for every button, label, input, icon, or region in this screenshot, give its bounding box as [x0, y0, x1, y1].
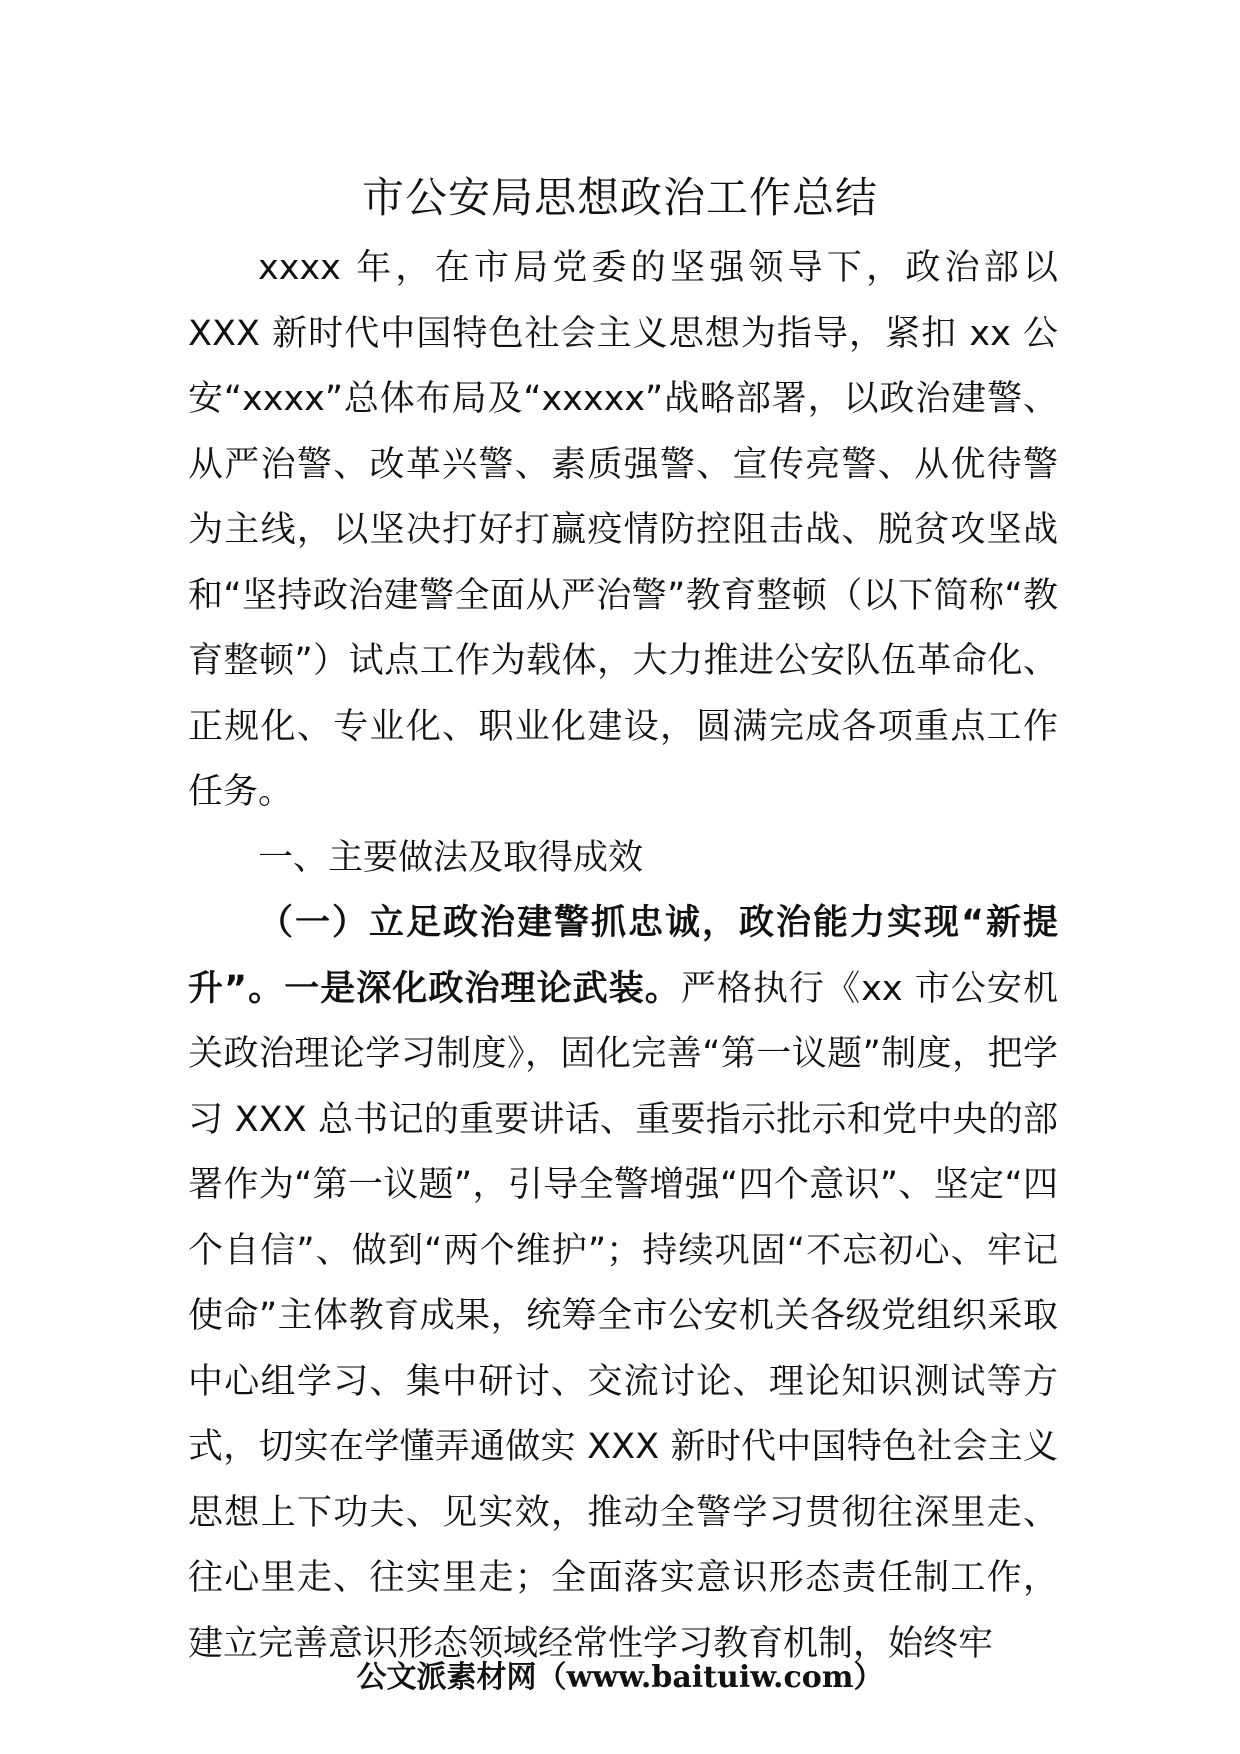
- footer-site-name: 公文派素材网: [356, 1660, 537, 1695]
- document-body: [188, 236, 1058, 1677]
- subsection-heading: （一）立足政治建警抓忠诚，政治能力实现“新提升”。: [188, 903, 1058, 1009]
- intro-paragraph: xxxx 年，在市局党委的坚强领导下，政治部以 XXX 新时代中国特色社会主义思想为指导，紧扣 xx 公安“xxxx”总体布局及“xxxxx”战略部署，以政治建警、从严治警、改革兴警、素质强警、宣传亮警、从优待警为主线，以坚决打好打赢疫情防控阻击战、脱贫攻坚战和“坚持政治建警全面从严治警”教育整顿（以下简称“教育整顿”）试点工作为载体，大力推进公安队伍革命化、正规化、专业化、职业化建设，圆满完成各项重点工作任务。: [188, 248, 1058, 812]
- watermark-footer: [0, 1658, 1240, 1698]
- subsection-paragraph: [188, 891, 1058, 1677]
- body-text: 严格执行《xx 市公安机关政治理论学习制度》，固化完善“第一议题”制度，把学习 XXX 总书记的重要讲话、重要指示批示和党中央的部署作为“第一议题”，引导全警增强“四个意识”、坚定“四个自信”、做到“两个维护”；持续巩固“不忘初心、牢记使命”主体教育成果，统筹全市公安机关各级党组织采取中心组学习、集中研讨、交流讨论、理论知识测试等方式，切实在学懂弄通做实 XXX 新时代中国特色社会主义思想上下功夫、见实效，推动全警学习贯彻往深里走、往心里走、往实里走；全面落实意识形态责任制工作，建立完善意识形态领域经常性学习教育机制，始终牢: [188, 968, 1058, 1664]
- footer-site-url: （www.baituiw.com）: [536, 1660, 884, 1695]
- lead-sentence: 一是深化政治理论武装。: [284, 968, 681, 1009]
- section-heading: 一、主要做法及取得成效: [258, 837, 644, 878]
- document-title: 市公安局思想政治工作总结: [361, 173, 878, 222]
